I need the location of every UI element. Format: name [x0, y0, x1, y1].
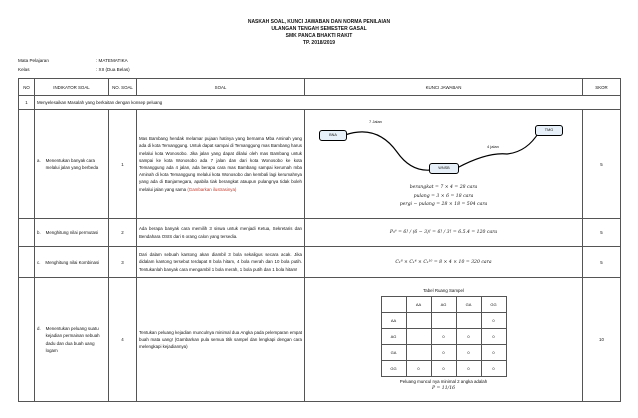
indicator-cell [35, 247, 109, 278]
header-question-no: NO. SOAL [109, 79, 137, 96]
subject-value: : MATEMATIKA [96, 58, 128, 63]
sample-cell: 0 [481, 361, 506, 377]
question-number: 3 [109, 247, 137, 278]
subject-row [18, 58, 128, 63]
row-letter: b. [37, 230, 41, 235]
header-no: NO [19, 79, 35, 96]
header-answer-key: KUNCI JAWABAN [305, 79, 583, 96]
sample-cell: 0 [481, 313, 506, 329]
table-header-row [19, 79, 621, 96]
indicator-text: Menghitung nilai Kombinasi [45, 259, 100, 265]
answer-formula: P = 11/16 [431, 386, 456, 391]
edge-label-ab: 7 Jalan [369, 119, 382, 125]
indicator-text: Menghitung nilai permutasi [45, 230, 99, 235]
question-text: Tentukan peluang kejadian munculnya minimal dua Angka pada pelemparan empat buah mata uang! (Gambarkan pula semua titik sampel dan lengkapi dengan cara melengkapi kejadiannya) [137, 278, 305, 402]
question-number: 2 [109, 219, 137, 247]
sample-header-cell: AA [406, 297, 431, 313]
indicator-text: Menentukan banyak cara melalui jalan yang berbeda [45, 158, 99, 170]
score-cell: 10 [583, 278, 621, 402]
question-text: Dari dalam sebuah kantong akan diambil 3 bola sekaligus secara acak. Jika didalam kantong tersebut terdapat 8 bola hitam, 4 bola merah dan 10 bola putih. Tentukanlah banyak cara mengambil 1 bola merah, 1 bola putih dan 1 bola hitam! [137, 247, 305, 278]
sample-cell: 0 [431, 345, 456, 361]
sample-cell [406, 345, 431, 361]
sample-header-row [381, 297, 506, 313]
doc-title: NASKAH SOAL, KUNCI JAWABAN DAN NORMA PENILAIAN [247, 19, 391, 25]
section-number: 1 [19, 96, 35, 110]
question-text: Mas Bambang hendak melamar pujaan hatinya yang bernama Mba Aminah yang ada di kota Temanggung. Untuk dapat sampai di Temanggung mas Bambang harus melalui kota Wonosobo. Jika jalan yang dapat dilalui oleh mas Bambang untuk sampai ke kota Wonosobo ada 7 jalan dan dari kota Wonosobo ke kota Temanggung ada 4 jalan, ada berapa cara mas Bambang sampai kerumah mba Aminah di kota Temanggung melalui kota Wonosobo dan kembali lagi kerumahnya yang ada di Banjarnegara, apabila tiak berangkat ataupun pulangnya tidak boleh melalui jalan yang sama [139, 136, 302, 192]
sample-row [381, 361, 506, 377]
node-temanggung: TMG [535, 125, 563, 136]
sample-header-cell: GG [481, 297, 506, 313]
sample-cell [406, 313, 431, 329]
sample-cell: GA [381, 345, 406, 361]
table-row [19, 278, 621, 402]
answer-line: pulang = 3 × 6 = 18 cara [413, 193, 474, 199]
answer-line: pergi − pulang = 28 × 18 = 504 cara [399, 202, 488, 208]
answer-cell [305, 278, 583, 402]
table-row [19, 219, 621, 247]
school-name: SMK PANCA BHAKTI RAKIT [285, 33, 353, 39]
sample-cell: 0 [481, 345, 506, 361]
subject-label: Mata Pelajaran [18, 58, 49, 63]
sample-space-table [381, 296, 507, 377]
indicator-text: Menentukan peluang suatu kejadian permainan sebuah dadu dan dua buah uang logam [45, 326, 100, 353]
header-question: SOAL [137, 79, 305, 96]
question-cell [137, 110, 305, 219]
header-indicator: INDIKATOR SOAL [35, 79, 109, 96]
sample-cell: 0 [431, 361, 456, 377]
node-banjarnegara: BNA [319, 130, 347, 141]
section-row [19, 96, 621, 110]
class-row [18, 67, 130, 72]
sample-cell: 0 [456, 361, 481, 377]
answer-formula: C₁⁸ × C₁⁴ × C₁¹⁰ = 8 × 4 × 10 = 320 cara [305, 247, 583, 278]
answer-caption: Peluang muncul nya minimal 2 angka adalah [399, 379, 488, 384]
row-letter: c. [37, 259, 41, 265]
sample-cell [431, 313, 456, 329]
score-cell: 5 [583, 110, 621, 219]
indicator-cell [35, 110, 109, 219]
edge-label-bc: 4 jalan [487, 144, 499, 150]
sample-cell: AA [381, 313, 406, 329]
sample-cell: GG [381, 361, 406, 377]
doc-subtitle: ULANGAN TENGAH SEMESTER GASAL [271, 26, 367, 32]
sample-cell: 0 [456, 329, 481, 345]
table-row [19, 110, 621, 219]
section-title: Menyelesaikan Masalah yang berkaitan dengan konsep peluang [35, 96, 621, 110]
sample-row [381, 313, 506, 329]
score-cell: 5 [583, 219, 621, 247]
sample-cell: 0 [406, 361, 431, 377]
score-cell: 5 [583, 247, 621, 278]
row-letter: d. [37, 326, 41, 332]
sample-header-cell: GA [456, 297, 481, 313]
sample-header-cell [381, 297, 406, 313]
indicator-cell [35, 219, 109, 247]
answer-cell [305, 110, 583, 219]
sample-table-title: Tabel Ruang Sampel [423, 288, 464, 293]
sample-cell: 0 [481, 329, 506, 345]
node-wonosobo: WNSB [429, 163, 459, 174]
class-label: Kelas [18, 67, 30, 72]
header-score: SKOR [583, 79, 621, 96]
sample-cell [456, 313, 481, 329]
sample-cell: 0 [456, 345, 481, 361]
sample-row [381, 329, 506, 345]
indicator-cell [35, 278, 109, 402]
question-note: (Gambarkan ilustrasinya) [187, 186, 237, 192]
sample-row [381, 345, 506, 361]
sample-cell: 0 [431, 329, 456, 345]
question-number: 1 [109, 110, 137, 219]
answer-line: berangkat = 7 × 4 = 28 cara [409, 185, 478, 191]
sample-cell: AG [381, 329, 406, 345]
row-letter: a. [37, 158, 41, 163]
class-value: : XII (Dua Belas) [96, 67, 130, 72]
question-number: 4 [109, 278, 137, 402]
answer-lines [307, 184, 580, 210]
route-diagram [307, 118, 577, 182]
sample-header-cell: AG [431, 297, 456, 313]
question-text: Ada berapa banyak cara memilih 3 siswa untuk menjadi Ketua, Sekretaris dan Bendahara OSIS dari 6 orang calon yang tersedia. [137, 219, 305, 247]
sample-cell [406, 329, 431, 345]
question-table [18, 78, 621, 402]
answer-formula: P₃⁶ = 6! / (6 − 3)! = 6! / 3! = 6.5.4 = 120 cara [305, 219, 583, 247]
table-row [19, 247, 621, 278]
school-year: TP. 2018/2019 [302, 40, 336, 46]
